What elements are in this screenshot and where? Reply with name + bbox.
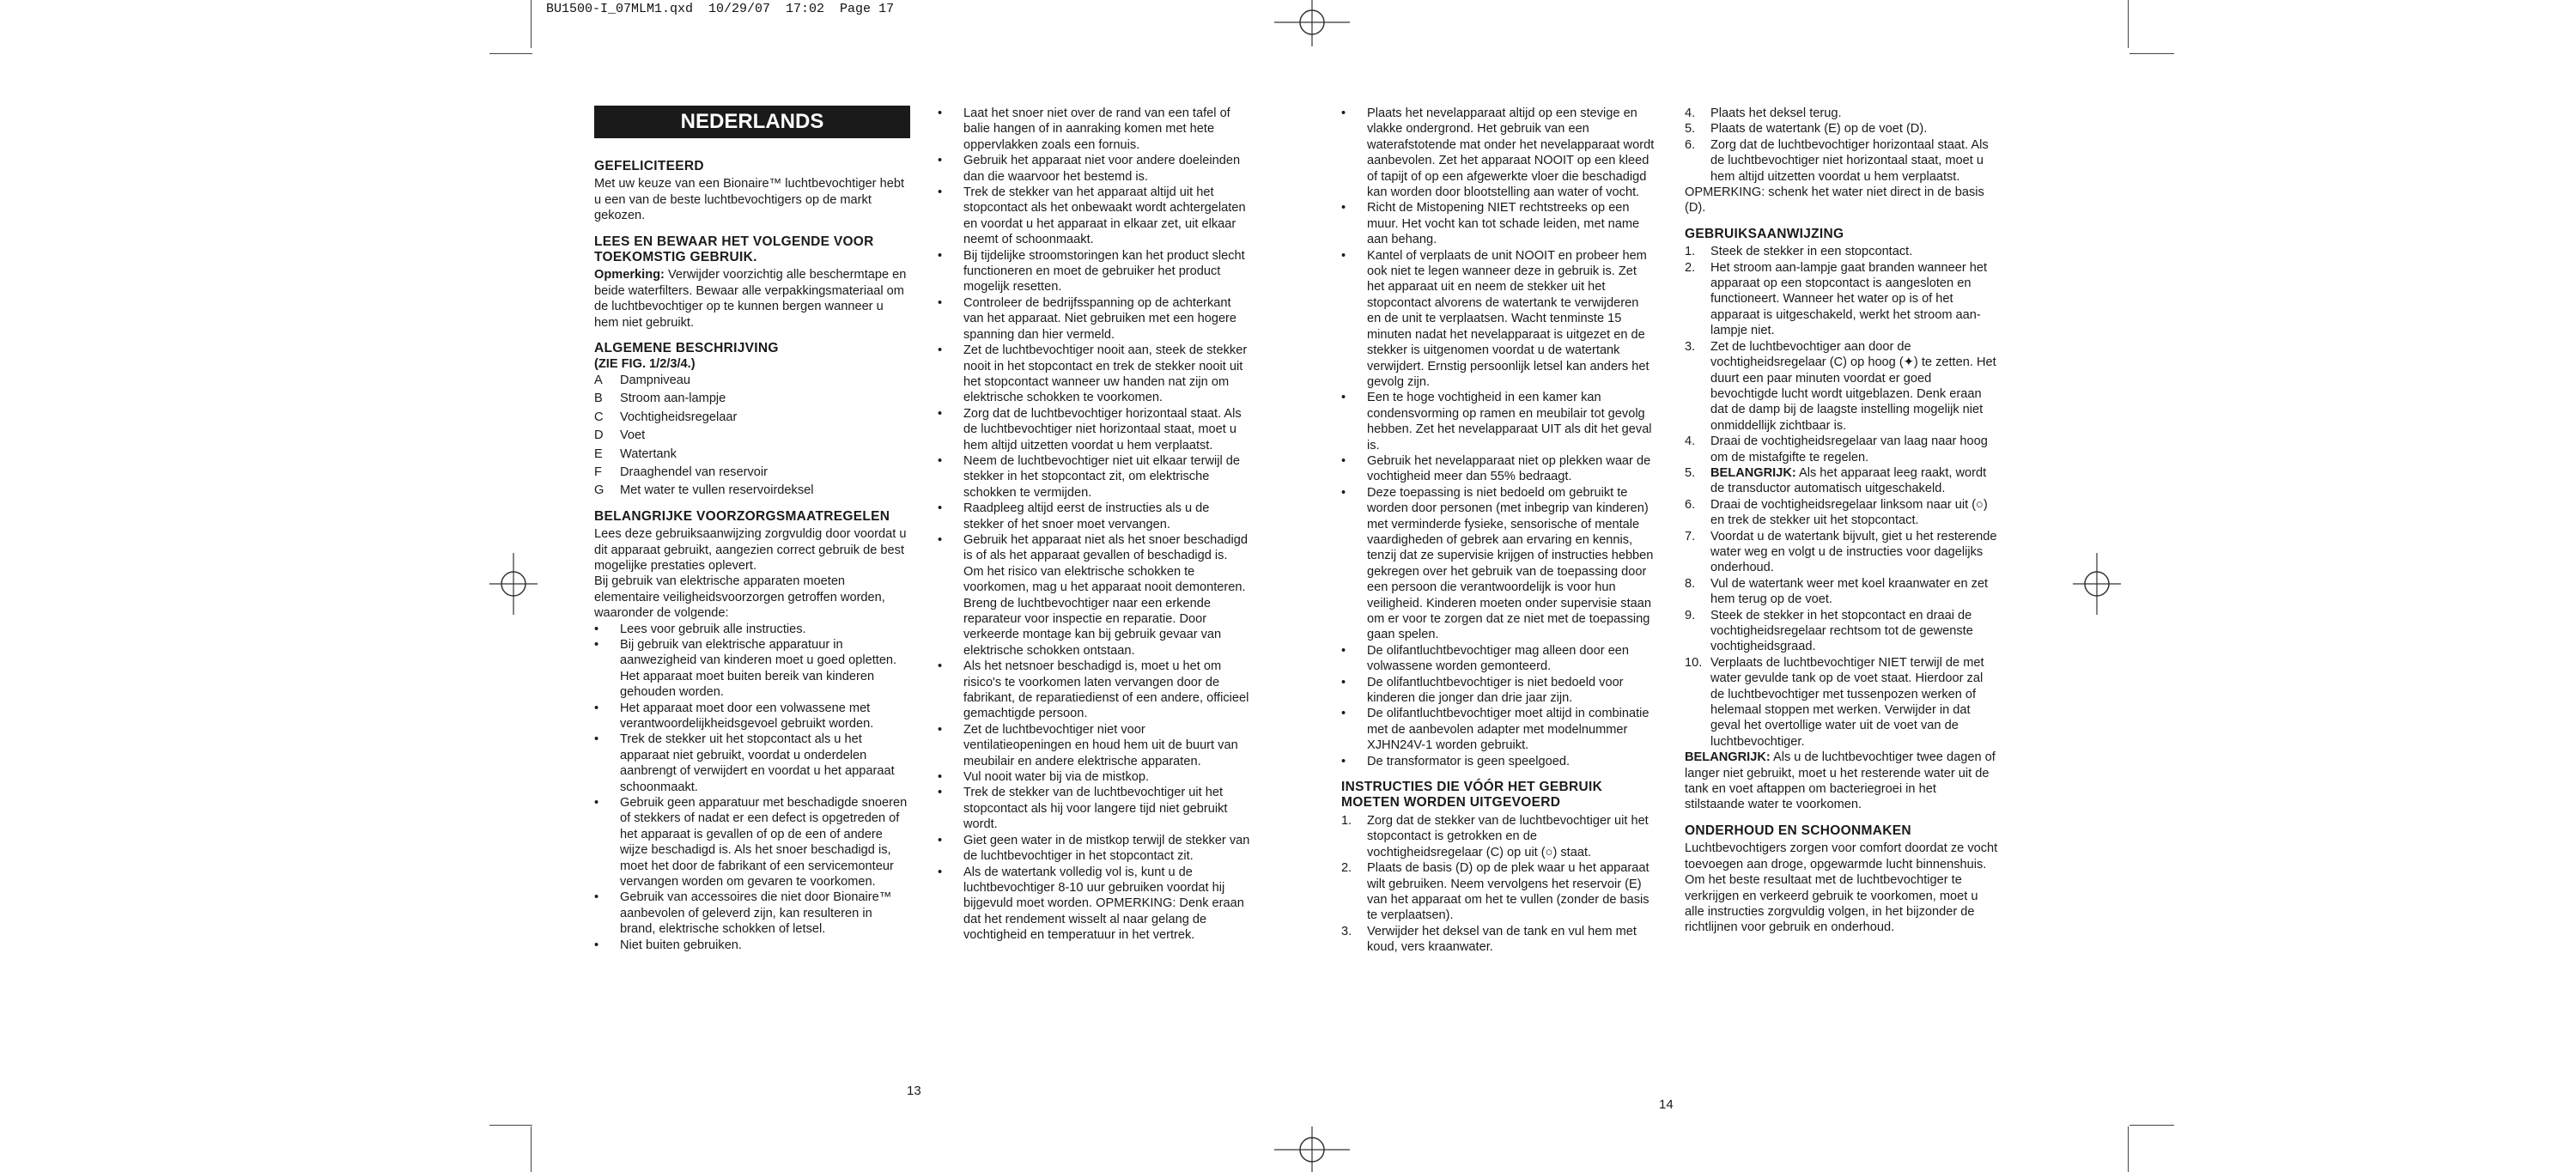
page-number-left: 13 bbox=[907, 1084, 921, 1098]
heading-onderhoud-en-schoonmaken: ONDERHOUD EN SCHOONMAKEN bbox=[1685, 823, 1911, 838]
list-item: • Laat het snoer niet over de rand van een tafel of balie hangen of in aanraking komen met hete oppervlakken zoals een fornuis. bbox=[938, 106, 1251, 153]
list-item: 6. Zorg dat de luchtbevochtiger horizontaal staat. Als de luchtbevochtiger niet horizontaal staat, moet u hem altijd uitzetten voordat u hem verplaatst. bbox=[1685, 137, 1989, 184]
list-item: • Deze toepassing is niet bedoeld om gebruikt te worden door personen (met inbegrip van kinderen) met verminderde fysieke, sensorische of mentale vaardigheden of gebrek aan ervaring en kennis, tenzij dat ze supervisie krijgen of instructies hebben gekregen over het gebruik van de toepassing door een persoon die verantwoordelijk is voor hun veiligheid. Kinderen moeten onder supervisie staan om er voor te zorgen dat ze niet met de toepassing gaan spelen. bbox=[1341, 485, 1655, 643]
list-item: • De olifantluchtbevochtiger is niet bedoeld voor kinderen die jonger dan drie jaar zijn. bbox=[1341, 675, 1655, 707]
preparation-steps-continued bbox=[1685, 106, 1998, 185]
list-item: • Gebruik het nevelapparaat niet op plekken waar de vochtigheid meer dan 55% bedraagt. bbox=[1341, 453, 1655, 485]
list-item: 5. Plaats de watertank (E) op de voet (D). bbox=[1685, 122, 1928, 137]
note-label: Opmerking: bbox=[594, 268, 665, 282]
list-item: 2. Het stroom aan-lampje gaat branden wanneer het apparaat op een stopcontact is aangesloten en functioneert. Wanneer het water op is of het apparaat is uitgeschakeld, werkt het stroom aan-lampje niet. bbox=[1685, 260, 1988, 338]
list-item: D Voet bbox=[594, 428, 646, 443]
list-item: • Een te hoge vochtigheid in een kamer kan condensvorming op ramen en meubilair tot gevolg hebben. Zet het nevelapparaat UIT als dit het geval is. bbox=[1341, 390, 1655, 453]
note-paragraph bbox=[594, 267, 910, 331]
list-item: • Richt de Mistopening NIET rechtstreeks op een muur. Het vocht kan tot schade leiden, met name aan behang. bbox=[1341, 200, 1655, 247]
list-item: • Kantel of verplaats de unit NOOIT en probeer hem ook niet te legen wanneer deze in gebruik is. Zet het apparaat uit en neem de stekker uit het stopcontact alvorens de watertank te verwijderen en de unit te verplaatsen. Wacht tenminste 15 minuten nadat het nevelapparaat is uitgezet en de stekker is uitgenomen voordat u de watertank verwijdert. Ernstig persoonlijk letsel kan anders het gevolg zijn. bbox=[1341, 248, 1655, 391]
list-item: • De olifantluchtbevochtiger mag alleen door een volwassene worden gemonteerd. bbox=[1341, 643, 1655, 675]
list-item: 4. Draai de vochtigheidsregelaar van laag naar hoog om de mistafgifte te regelen. bbox=[1685, 434, 1988, 465]
list-item: 2. Plaats de basis (D) op de plek waar u het apparaat wilt gebruiken. Neem vervolgens het reservoir (E) van het apparaat om het te vullen (zonder de basis te verplaatsen). bbox=[1341, 861, 1649, 923]
column-1 bbox=[594, 106, 910, 953]
registration-mark-bottom bbox=[1269, 1126, 1355, 1172]
heading-algemene-beschrijving: ALGEMENE BESCHRIJVING bbox=[594, 341, 779, 356]
precautions-paragraph-1: Lees deze gebruiksaanwijzing zorgvuldig door voordat u dit apparaat gebruikt, aangezien correct gebruik de best mogelijke prestaties oplevert. bbox=[594, 527, 907, 573]
list-item: • Lees voor gebruik alle instructies. bbox=[594, 622, 910, 637]
important-label: BELANGRIJK: bbox=[1685, 750, 1771, 765]
list-item: • Gebruik het apparaat niet als het snoer beschadigd is of als het apparaat gevallen of beschadigd is. Om het risico van elektrische schokken te voorkomen, mag u het apparaat nooit demonteren. Breng de luchtbevochtiger naar een erkende reparateur voor inspectie en reparatie. Door verkeerde montage kan bij gebruik gevaar van elektrische schokken ontstaan. bbox=[938, 532, 1251, 659]
list-item: 6. Draai de vochtigheidsregelaar linksom naar uit (○) en trek de stekker uit het stopcontact. bbox=[1685, 497, 1988, 528]
operating-steps bbox=[1685, 244, 1998, 750]
list-item: 4. Plaats het deksel terug. bbox=[1685, 106, 1842, 120]
list-item: • Trek de stekker van de luchtbevochtiger uit het stopcontact als hij voor langere tijd niet gebruikt wordt. bbox=[938, 785, 1251, 832]
list-item: • Het apparaat moet door een volwassene met verantwoordelijkheidsgevoel gebruikt worden. bbox=[594, 701, 910, 732]
precautions-list-continued-2 bbox=[1341, 106, 1655, 769]
list-item: C Vochtigheidsregelaar bbox=[594, 410, 738, 424]
parts-list bbox=[594, 373, 910, 499]
list-item: 1. Steek de stekker in een stopcontact. bbox=[1685, 245, 1913, 259]
list-item: F Draaghendel van reservoir bbox=[594, 465, 768, 479]
heading-belangrijke-voorzorgsmaatregelen: BELANGRIJKE VOORZORGSMAATREGELEN bbox=[594, 508, 890, 524]
registration-mark-right bbox=[2073, 550, 2121, 618]
heading-gefeliciteerd: GEFELICITEERD bbox=[594, 159, 704, 173]
precautions-list bbox=[594, 622, 910, 954]
list-item: 3. Verwijder het deksel van de tank en vul hem met koud, vers kraanwater. bbox=[1341, 924, 1637, 955]
list-item: • Zet de luchtbevochtiger niet voor ventilatieopeningen en houd hem uit de buurt van meubilair en andere elektrische apparaten. bbox=[938, 722, 1251, 769]
list-item: • Als het netsnoer beschadigd is, moet u het om risico's te voorkomen laten vervangen door de fabrikant, de reparatiedienst of een andere, officieel gemachtigde persoon. bbox=[938, 659, 1251, 722]
list-item: 3. Zet de luchtbevochtiger aan door de vochtigheidsregelaar (C) op hoog (✦) te zetten. Het duurt een paar minuten voordat er goed bevochtigde lucht wordt uitgeblazen. Denk eraan dat de damp bij de laagste instelling mogelijk niet onmiddellijk zichtbaar is. bbox=[1685, 339, 1996, 433]
preparation-steps bbox=[1341, 813, 1655, 956]
list-item: 1. Zorg dat de stekker van de luchtbevochtiger uit het stopcontact is getrokken en de vochtigheidsregelaar (C) op uit (○) staat. bbox=[1341, 813, 1649, 859]
list-item: • Niet buiten gebruiken. bbox=[594, 938, 910, 953]
list-item: • Gebruik geen apparatuur met beschadigde snoeren of stekkers of nadat er een defect is opgetreden of het apparaat is gevallen of op de een of andere wijze beschadigd is. Als het snoer beschadigd is, moet het door de fabrikant of een servicemonteur vervangen worden om gevaren te voorkomen. bbox=[594, 795, 910, 890]
list-item: • De transformator is geen speelgoed. bbox=[1341, 754, 1655, 769]
list-item: • Giet geen water in de mistkop terwijl de stekker van de luchtbevochtiger in het stopcontact zit. bbox=[938, 833, 1251, 865]
registration-mark-top bbox=[1269, 0, 1355, 48]
column-4 bbox=[1685, 106, 1998, 936]
list-item: 10. Verplaats de luchtbevochtiger NIET terwijl de met water gevulde tank op de voet staat. Hierdoor zal de luchtbevochtiger met tussenpozen werken of helemaal stoppen met werken. Verwijder in dat geval het overtollige water uit de voet van de luchtbevochtiger. bbox=[1685, 655, 1984, 749]
list-item: • Zet de luchtbevochtiger nooit aan, steek de stekker nooit in het stopcontact en trek de stekker nooit uit het stopcontact wanneer uw handen nat zijn om elektrische schokken te voorkomen. bbox=[938, 343, 1251, 406]
list-item: 7. Voordat u de watertank bijvult, giet u het resterende water weg en volgt u de instructies voor dagelijks onderhoud. bbox=[1685, 529, 1997, 575]
list-item: • Als de watertank volledig vol is, kunt u de luchtbevochtiger 8-10 uur gebruiken voordat hij bijgevuld moet worden. OPMERKING: Denk eraan dat het rendement wisselt al naar gelang de vochtigheid en temperatuur in het vertrek. bbox=[938, 865, 1251, 944]
important-text: Als u de luchtbevochtiger twee dagen of langer niet gebruikt, moet u het resterende water uit de tank en voet aftappen om bacteriegroei in het stilstaande water te voorkomen. bbox=[1685, 750, 1996, 812]
important-note bbox=[1685, 750, 1998, 813]
column-3 bbox=[1341, 106, 1655, 956]
list-item: E Watertank bbox=[594, 446, 677, 461]
note-text: Verwijder voorzichtig alle beschermtape en beide waterfilters. Bewaar alle verpakkingsmateriaal om de luchtbevochtiger op te kunnen bergen wanneer u hem niet gebruikt. bbox=[594, 268, 907, 330]
list-item: • Gebruik het apparaat niet voor andere doeleinden dan die waarvoor het bestemd is. bbox=[938, 153, 1251, 185]
list-item: • Bij tijdelijke stroomstoringen kan het product slecht functioneren en moet de gebruiker het product mogelijk resetten. bbox=[938, 248, 1251, 295]
heading-instructies-voor-gebruik: INSTRUCTIES DIE VÓÓR HET GEBRUIK MOETEN WORDEN UITGEVOERD bbox=[1341, 780, 1603, 811]
list-item: • Zorg dat de luchtbevochtiger horizontaal staat. Als de luchtbevochtiger niet horizontaal staat, moet u hem altijd uitzetten voordat u hem verplaatst. bbox=[938, 406, 1251, 453]
list-item: 9. Steek de stekker in het stopcontact en draai de vochtigheidsregelaar rechtsom tot de gewenste vochtigheidsgraad. bbox=[1685, 608, 1973, 654]
language-banner: NEDERLANDS bbox=[594, 106, 910, 138]
print-slug: BU1500-I_07MLM1.qxd 10/29/07 17:02 Page 17 bbox=[546, 2, 895, 16]
water-note: OPMERKING: schenk het water niet direct in de basis (D). bbox=[1685, 185, 1984, 216]
list-item: 8. Vul de watertank weer met koel kraanwater en zet hem terug op de voet. bbox=[1685, 576, 1989, 607]
list-item: • Gebruik van accessoires die niet door Bionaire™ aanbevolen of geleverd zijn, kan resulteren in brand, elektrische schokken of letsel. bbox=[594, 890, 910, 937]
registration-mark-left bbox=[489, 550, 538, 618]
page-number-right: 14 bbox=[1659, 1097, 1674, 1112]
list-item: • Neem de luchtbevochtiger niet uit elkaar terwijl de stekker in het stopcontact zit, om elektrische schokken te vermijden. bbox=[938, 453, 1251, 501]
column-2 bbox=[938, 106, 1251, 944]
maintenance-paragraph: Luchtbevochtigers zorgen voor comfort doordat ze vocht toevoegen aan droge, opgewarmde lucht binnenshuis. Om het beste resultaat met de luchtbevochtiger te verkrijgen en verkeerd gebruik te voorkomen, moet u alle instructies zorgvuldig volgen, in het bijzonder de richtlijnen voor gebruik en onderhoud. bbox=[1685, 841, 1998, 935]
heading-gebruiksaanwijzing: GEBRUIKSAANWIJZING bbox=[1685, 226, 1844, 241]
list-item: • Vul nooit water bij via de mistkop. bbox=[938, 769, 1251, 785]
list-item: • Trek de stekker van het apparaat altijd uit het stopcontact als het onbewaakt wordt achtergelaten en voordat u het apparaat in elkaar zet, uit elkaar neemt of schoonmaakt. bbox=[938, 185, 1251, 248]
list-item: • Trek de stekker uit het stopcontact als u het apparaat niet gebruikt, voordat u onderdelen aanbrengt of verwijdert en voordat u het apparaat schoonmaakt. bbox=[594, 732, 910, 795]
list-item: B Stroom aan-lampje bbox=[594, 392, 726, 406]
list-item: 5. BELANGRIJK: Als het apparaat leeg raakt, wordt de transductor automatisch uitgeschakeld. bbox=[1685, 465, 1987, 496]
list-item: A Dampniveau bbox=[594, 373, 690, 387]
list-item: • Controleer de bedrijfsspanning op de achterkant van het apparaat. Niet gebruiken met een hogere spanning dan hier vermeld. bbox=[938, 295, 1251, 343]
list-item: G Met water te vullen reservoirdeksel bbox=[594, 483, 814, 498]
intro-paragraph: Met uw keuze van een Bionaire™ luchtbevochtiger hebt u een van de beste luchtbevochtigers op de markt gekozen. bbox=[594, 177, 905, 223]
heading-lees-en-bewaar: LEES EN BEWAAR HET VOLGENDE VOOR TOEKOMSTIG GEBRUIK. bbox=[594, 234, 874, 265]
list-item: • Bij gebruik van elektrische apparatuur in aanwezigheid van kinderen moet u goed opletten. Het apparaat moet buiten bereik van kinderen gehouden worden. bbox=[594, 637, 910, 701]
precautions-paragraph-2: Bij gebruik van elektrische apparaten moeten elementaire veiligheidsvoorzorgen getroffen worden, waaronder de volgende: bbox=[594, 574, 885, 621]
list-item: • De olifantluchtbevochtiger moet altijd in combinatie met de aanbevolen adapter met modelnummer XJHN24V-1 worden gebruikt. bbox=[1341, 706, 1655, 753]
figure-reference: (ZIE FIG. 1/2/3/4.) bbox=[594, 357, 696, 372]
list-item: • Raadpleeg altijd eerst de instructies als u de stekker of het snoer moet vervangen. bbox=[938, 501, 1251, 532]
list-item: • Plaats het nevelapparaat altijd op een stevige en vlakke ondergrond. Het gebruik van een waterafstotende mat onder het nevelapparaat wordt aanbevolen. Zet het apparaat NOOIT op een kleed of tapijt of op een afgewerkte vloer die beschadigd kan worden door blootstelling aan water of vocht. bbox=[1341, 106, 1655, 200]
precautions-list-continued bbox=[938, 106, 1251, 944]
